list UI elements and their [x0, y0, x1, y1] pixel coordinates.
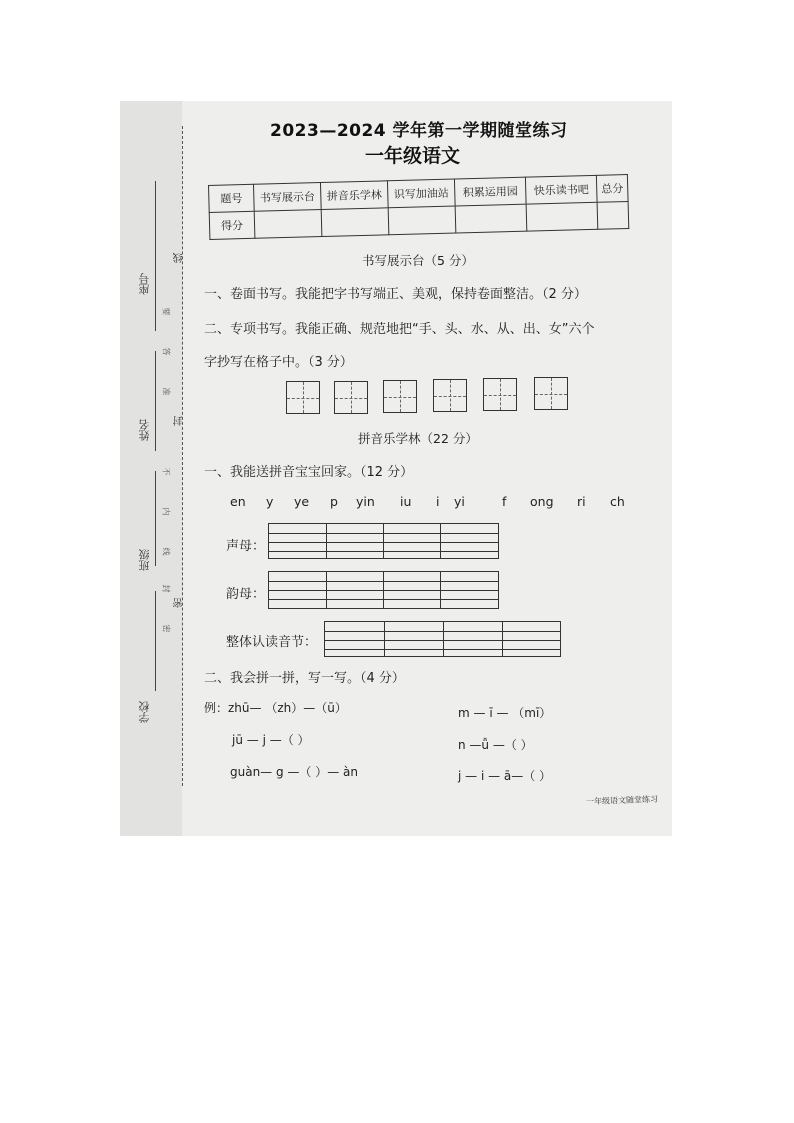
yunmu-label: 韵母： [226, 587, 266, 602]
spell-item-2-right[interactable]: j — i — ā—（ ） [458, 769, 552, 783]
name-line [155, 351, 156, 451]
pinyin-item: ye [294, 494, 310, 509]
writing-grid-box[interactable] [534, 377, 568, 410]
example-left: 例：zhū— （zh）—（ū） [204, 701, 347, 715]
writing-grid-box[interactable] [483, 378, 517, 411]
table-cell: 积累运用园 [454, 177, 526, 206]
exam-subtitle: 一年级语文 [365, 145, 461, 167]
question-1-2-line1: 二、专项书写。我能正确、规范地把“手、头、水、从、出、女”六个 [204, 322, 595, 337]
table-cell: 得分 [209, 211, 255, 239]
spell-item-2-left[interactable]: guàn— g —（ ）— àn [230, 765, 359, 779]
pinyin-item: iu [400, 494, 412, 509]
table-cell: 快乐读书吧 [525, 175, 597, 204]
seal-char-secret: 密 [174, 598, 185, 608]
page-footer: 一年级语文随堂练习 [585, 794, 659, 807]
note-char: 答 [161, 347, 171, 356]
seal-char-seal: 封 [174, 416, 185, 426]
section-title-writing: 书写展示台（5 分） [362, 253, 474, 268]
note-char: 线 [161, 547, 171, 556]
table-cell: 拼音乐学林 [320, 181, 388, 210]
spell-item-1-left[interactable]: jū — j —（ ） [232, 733, 310, 747]
school-label: 学校 [138, 701, 151, 723]
note-char: 封 [161, 584, 171, 593]
note-char: 密 [161, 624, 171, 633]
pinyin-item: y [266, 494, 274, 509]
score-cell[interactable] [321, 208, 389, 237]
exam-photo [120, 101, 672, 836]
writing-grid-box[interactable] [433, 379, 467, 412]
pinyin-item: en [230, 494, 246, 509]
score-table [208, 174, 629, 240]
shengmu-label: 声母： [226, 539, 266, 554]
pinyin-item: f [502, 494, 507, 509]
pinyin-item: ri [577, 494, 586, 509]
seal-char-line: 线 [174, 253, 185, 263]
seat-number-label: 座号 [138, 273, 151, 295]
note-char: 不 [161, 467, 171, 476]
yunmu-four-line-grid[interactable] [268, 571, 499, 609]
writing-grid-box[interactable] [286, 381, 320, 414]
table-cell: 识写加油站 [387, 179, 455, 208]
question-1-2-line2: 字抄写在格子中。（3 分） [204, 355, 353, 370]
pinyin-item: yin [356, 494, 375, 509]
question-2-1: 一、我能送拼音宝宝回家。（12 分） [204, 465, 414, 480]
table-cell: 总分 [596, 175, 628, 203]
question-1-1: 一、卷面书写。我能把字书写端正、美观，保持卷面整洁。（2 分） [204, 287, 587, 302]
table-cell: 书写展示台 [253, 183, 321, 212]
pinyin-item: p [330, 494, 338, 509]
pinyin-item: ch [610, 494, 625, 509]
score-cell[interactable] [597, 202, 629, 230]
pinyin-item: ong [530, 494, 554, 509]
score-cell[interactable] [455, 204, 527, 233]
score-cell[interactable] [526, 202, 598, 231]
class-label: 班级 [138, 549, 151, 571]
note-char: 要 [161, 307, 171, 316]
pinyin-item: yi [454, 494, 465, 509]
exam-title: 2023—2024 学年第一学期随堂练习 [270, 121, 568, 141]
score-cell[interactable] [388, 206, 456, 235]
binding-dashed-line [182, 126, 183, 786]
name-label: 姓名 [138, 419, 151, 441]
table-cell: 题号 [209, 184, 255, 212]
writing-grid-box[interactable] [383, 380, 417, 413]
section-title-pinyin: 拼音乐学林（22 分） [358, 431, 478, 446]
shengmu-four-line-grid[interactable] [268, 523, 499, 559]
zhengti-four-line-grid[interactable] [324, 621, 561, 657]
writing-grid-box[interactable] [334, 381, 368, 414]
example-right: m — ī — （mī） [458, 706, 552, 720]
question-2-2: 二、我会拼一拼，写一写。（4 分） [204, 671, 405, 686]
note-char: 内 [161, 507, 171, 516]
note-char: 准 [161, 387, 171, 396]
score-cell[interactable] [254, 210, 322, 239]
pinyin-item: i [436, 494, 440, 509]
school-line [155, 591, 156, 691]
spell-item-1-right[interactable]: n —ǚ —（ ） [458, 738, 533, 752]
seat-number-line [155, 181, 156, 331]
zhengti-label: 整体认读音节： [226, 635, 318, 650]
class-line [155, 471, 156, 566]
